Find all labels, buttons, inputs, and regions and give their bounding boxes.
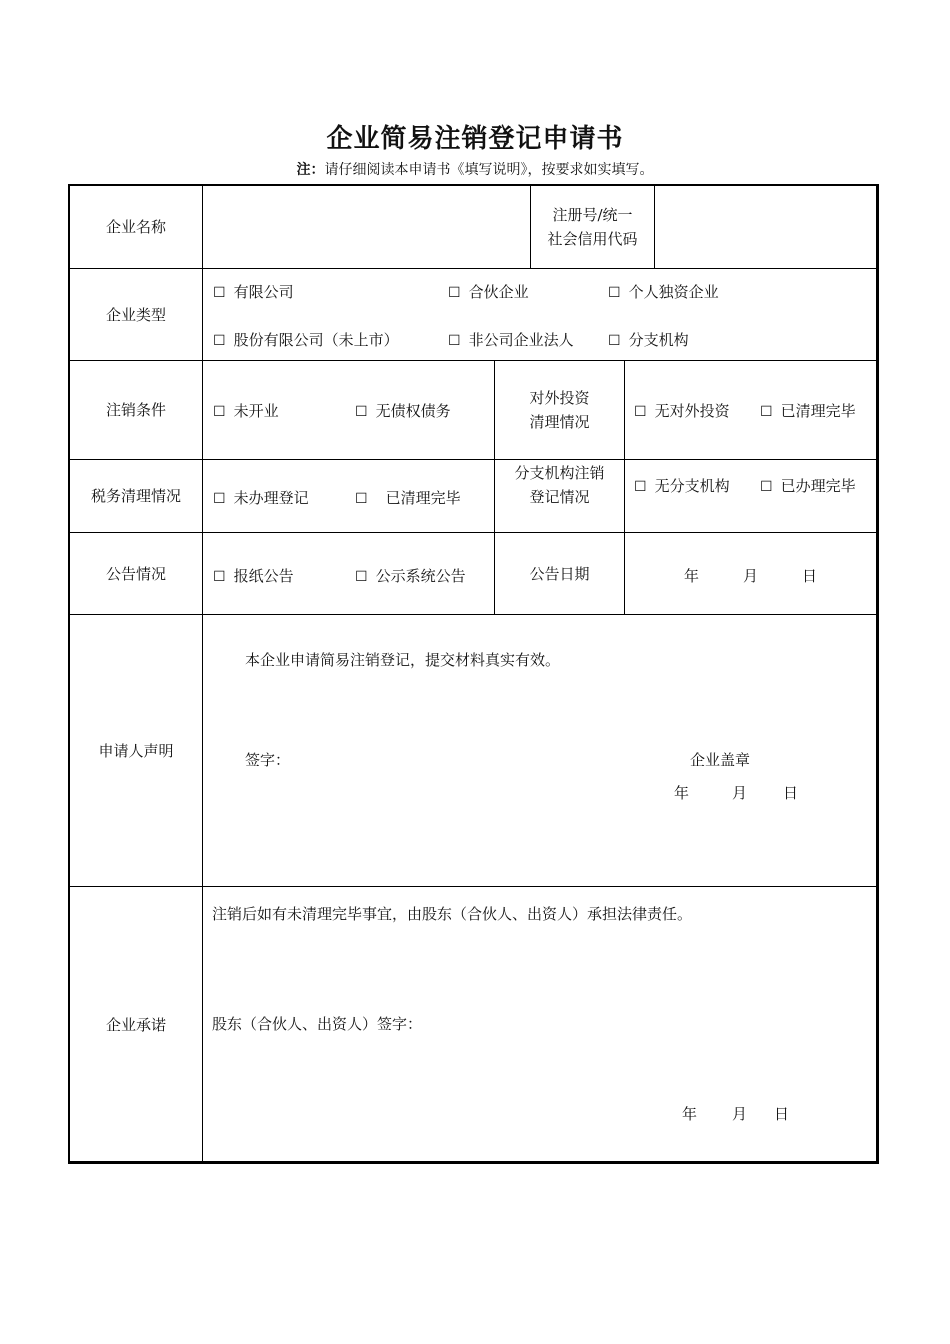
page-title: 企业简易注销登记申请书 bbox=[326, 124, 624, 154]
checkbox-icon[interactable]: ☐ bbox=[608, 333, 621, 349]
invest-option-cleared[interactable]: ☐ 已清理完毕 bbox=[760, 402, 856, 420]
note-label: 注： bbox=[296, 162, 325, 178]
registration-number-field[interactable] bbox=[655, 186, 879, 268]
branch-label-line2: 登记情况 bbox=[529, 488, 590, 506]
checkbox-icon[interactable]: ☐ bbox=[448, 333, 461, 349]
type-option-branch[interactable]: ☐ 分支机构 bbox=[608, 331, 689, 349]
investment-clearance-label bbox=[495, 361, 624, 459]
shareholder-signature[interactable]: 股东（合伙人、出资人）签字： bbox=[212, 1015, 423, 1033]
checkbox-icon[interactable]: ☐ bbox=[213, 569, 226, 585]
declaration-statement: 本企业申请简易注销登记，提交材料真实有效。 bbox=[245, 651, 561, 669]
form-note bbox=[0, 159, 950, 179]
cancel-conditions-label: 注销条件 bbox=[105, 401, 166, 419]
company-name-field[interactable] bbox=[203, 186, 530, 268]
commitment-month: 月 bbox=[732, 1105, 748, 1123]
tax-clearance-label: 税务清理情况 bbox=[90, 487, 181, 505]
declaration-day: 日 bbox=[783, 784, 799, 802]
notice-option-newspaper[interactable]: ☐ 报纸公告 bbox=[213, 567, 294, 585]
column-divider bbox=[202, 186, 203, 1162]
checkbox-icon[interactable]: ☐ bbox=[448, 285, 461, 301]
declaration-year: 年 bbox=[674, 784, 690, 802]
reg-label-line2: 社会信用代码 bbox=[547, 230, 638, 248]
invest-label-line1: 对外投资 bbox=[529, 389, 590, 407]
notice-date-month: 月 bbox=[743, 567, 759, 585]
branch-cancellation-label bbox=[495, 460, 624, 510]
notice-option-system[interactable]: ☐ 公示系统公告 bbox=[355, 567, 466, 585]
checkbox-icon[interactable]: ☐ bbox=[213, 404, 226, 420]
declaration-label: 申请人声明 bbox=[98, 741, 174, 760]
branch-option-done[interactable]: ☐ 已办理完毕 bbox=[760, 477, 856, 495]
commitment-day: 日 bbox=[774, 1105, 790, 1123]
type-option-joint-stock[interactable]: ☐ 股份有限公司（未上市） bbox=[213, 331, 399, 349]
branch-label-line1: 分支机构注销 bbox=[514, 464, 605, 482]
checkbox-icon[interactable]: ☐ bbox=[634, 404, 647, 420]
checkbox-icon[interactable]: ☐ bbox=[213, 491, 226, 507]
invest-option-none[interactable]: ☐ 无对外投资 bbox=[634, 402, 730, 420]
company-seal: 企业盖章 bbox=[690, 751, 751, 769]
tax-option-not-registered[interactable]: ☐ 未办理登记 bbox=[213, 489, 309, 507]
type-option-limited[interactable]: ☐ 有限公司 bbox=[213, 283, 294, 301]
company-name-label: 企业名称 bbox=[105, 218, 166, 236]
notice-date-day: 日 bbox=[802, 567, 818, 585]
notice-label: 公告情况 bbox=[105, 564, 166, 583]
commitment-statement: 注销后如有未清理完毕事宜，由股东（合伙人、出资人）承担法律责任。 bbox=[212, 905, 693, 923]
notice-date-year: 年 bbox=[684, 567, 700, 585]
type-option-non-company-legal[interactable]: ☐ 非公司企业法人 bbox=[448, 331, 574, 349]
company-type-label: 企业类型 bbox=[105, 305, 166, 324]
cancel-option-no-debts[interactable]: ☐ 无债权债务 bbox=[355, 402, 451, 420]
checkbox-icon[interactable]: ☐ bbox=[760, 479, 773, 495]
branch-option-none[interactable]: ☐ 无分支机构 bbox=[634, 477, 730, 495]
checkbox-icon[interactable]: ☐ bbox=[213, 333, 226, 349]
commitment-year: 年 bbox=[682, 1105, 698, 1123]
checkbox-icon[interactable]: ☐ bbox=[355, 569, 368, 585]
commitment-label: 企业承诺 bbox=[105, 1015, 166, 1034]
checkbox-icon[interactable]: ☐ bbox=[608, 285, 621, 301]
checkbox-icon[interactable]: ☐ bbox=[355, 404, 368, 420]
checkbox-icon[interactable]: ☐ bbox=[213, 285, 226, 301]
reg-label-line1: 注册号/统一 bbox=[552, 206, 633, 224]
cancel-option-not-opened[interactable]: ☐ 未开业 bbox=[213, 402, 279, 420]
tax-option-cleared[interactable]: ☐ 已清理完毕 bbox=[355, 489, 461, 507]
checkbox-icon[interactable]: ☐ bbox=[760, 404, 773, 420]
declaration-month: 月 bbox=[732, 784, 748, 802]
checkbox-icon[interactable]: ☐ bbox=[355, 491, 368, 507]
invest-label-line2: 清理情况 bbox=[529, 413, 590, 431]
column-divider bbox=[624, 360, 625, 614]
checkbox-icon[interactable]: ☐ bbox=[634, 479, 647, 495]
note-text: 请仔细阅读本申请书《填写说明》，按要求如实填写。 bbox=[324, 162, 654, 178]
type-option-sole-proprietorship[interactable]: ☐ 个人独资企业 bbox=[608, 283, 719, 301]
registration-number-label bbox=[531, 186, 654, 268]
application-form bbox=[68, 184, 879, 1164]
type-option-partnership[interactable]: ☐ 合伙企业 bbox=[448, 283, 529, 301]
declaration-signature[interactable]: 签字： bbox=[245, 751, 291, 769]
notice-date-label: 公告日期 bbox=[529, 564, 590, 583]
